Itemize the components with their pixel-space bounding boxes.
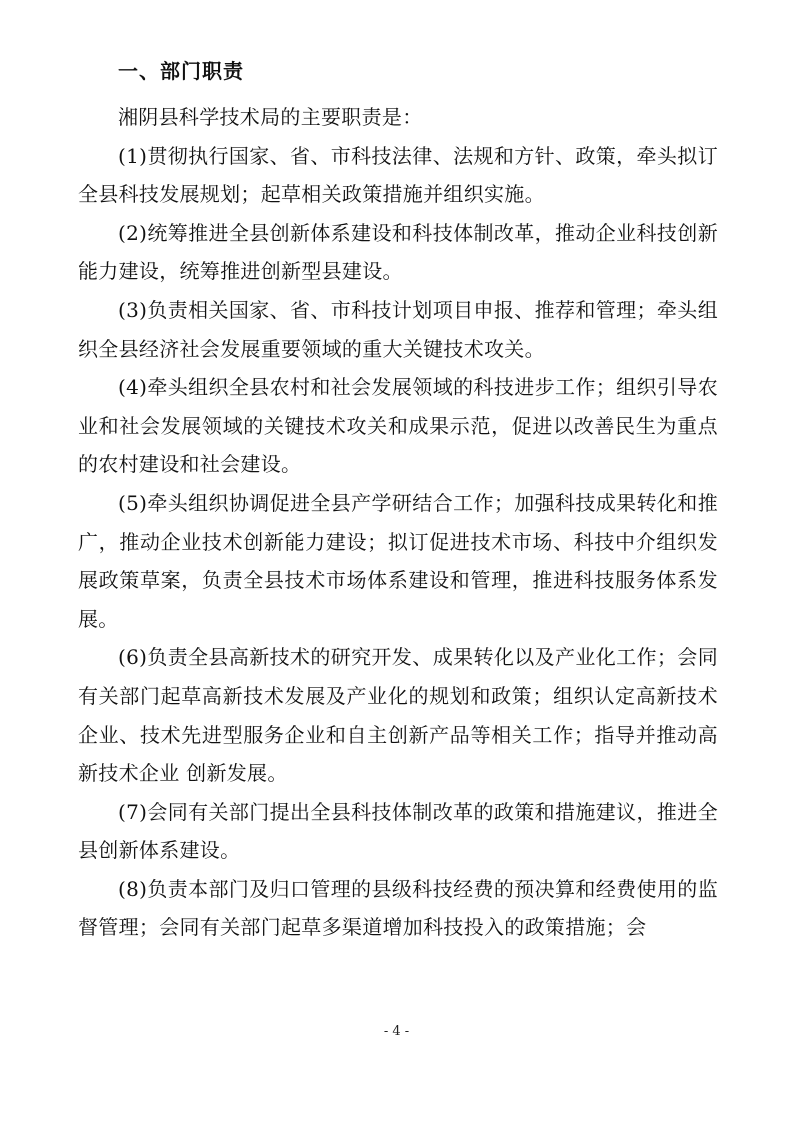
paragraph-item-8: (8)负责本部门及归口管理的县级科技经费的预决算和经费使用的监督管理；会同有关部门起草多渠道增加科技投入的政策措施；会: [78, 876, 718, 940]
paragraph-item-5: (5)牵头组织协调促进全县产学研结合工作；加强科技成果转化和推广，推动企业技术创新能力建设；拟订促进技术市场、科技中介组织发展政策草案，负责全县技术市场体系建设和管理，推进科技服务体系发展。: [78, 490, 718, 631]
paragraph-item-6: (6)负责全县高新技术的研究开发、成果转化以及产业化工作；会同有关部门起草高新技术发展及产业化的规划和政策；组织认定高新技术企业、技术先进型服务企业和自主创新产品等相关工作；指导并推动高新技术企业 创新发展。: [78, 645, 718, 786]
page-number: - 4 -: [383, 1024, 410, 1039]
paragraph-item-1: (1)贯彻执行国家、省、市科技法律、法规和方针、政策，牵头拟订全县科技发展规划；起草相关政策措施并组织实施。: [78, 143, 718, 207]
paragraph-item-3: (3)负责相关国家、省、市科技计划项目申报、推荐和管理；牵头组织全县经济社会发展重要领域的重大关键技术攻关。: [78, 297, 718, 361]
section-heading: 一、部门职责: [118, 59, 244, 83]
paragraph-item-4: (4)牵头组织全县农村和社会发展领域的科技进步工作；组织引导农业和社会发展领域的关键技术攻关和成果示范，促进以改善民生为重点的农村建设和社会建设。: [78, 375, 718, 477]
paragraph-item-2: (2)统筹推进全县创新体系建设和科技体制改革，推动企业科技创新能力建设，统筹推进创新型县建设。: [78, 220, 718, 284]
paragraph-intro: 湘阴县科学技术局的主要职责是：: [118, 105, 423, 129]
paragraph-item-7: (7)会同有关部门提出全县科技体制改革的政策和措施建议，推进全县创新体系建设。: [78, 799, 718, 863]
body-text: [78, 98, 718, 947]
